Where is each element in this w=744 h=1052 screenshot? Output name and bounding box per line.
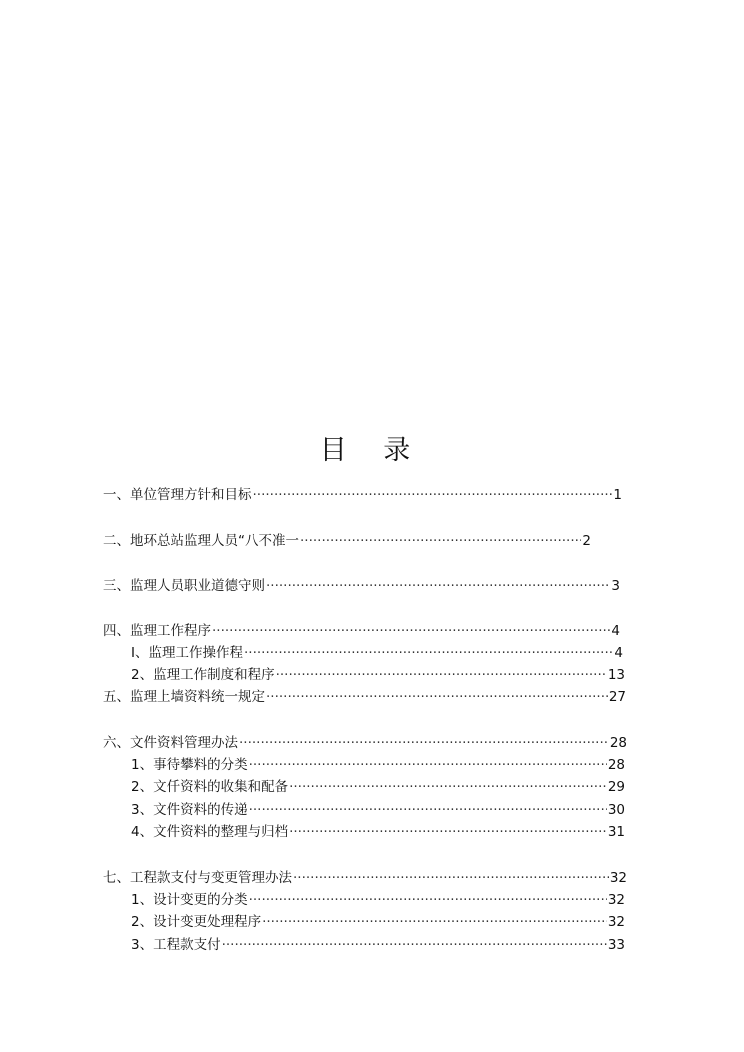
toc-entry-label: 2、文仟资料的收集和配备 [131, 779, 289, 795]
dot-leader [249, 800, 607, 820]
toc-entry-page: 27 [608, 689, 626, 705]
dot-leader [239, 733, 609, 753]
toc-entry[interactable] [131, 643, 623, 663]
dot-leader [289, 822, 607, 842]
toc-entry-page: 1 [613, 487, 622, 503]
dot-leader [289, 777, 607, 797]
toc-entry[interactable] [103, 687, 626, 707]
toc-entry-page: 4 [611, 623, 620, 639]
toc-entry-label: 1、设计变更的分类 [131, 892, 248, 908]
dot-leader [253, 485, 613, 505]
toc-entry-label: 五、监理上墙资料统一规定 [103, 689, 265, 705]
toc-entry[interactable] [131, 822, 625, 842]
toc-entry-label: 1、事待攀料的分类 [131, 757, 248, 773]
toc-entry[interactable] [131, 665, 625, 685]
toc-entry[interactable] [103, 868, 627, 888]
dot-leader [293, 868, 609, 888]
dot-leader [249, 755, 607, 775]
dot-leader [266, 687, 608, 707]
toc-entry[interactable] [131, 777, 625, 797]
toc-entry-page: 30 [607, 802, 625, 818]
toc-entry-page: 29 [607, 779, 625, 795]
toc-entry-label: 六、文件资料管理办法 [103, 735, 238, 751]
toc-entry-label: 4、文件资料的整理与归档 [131, 824, 289, 840]
toc-entry-label: 七、工程款支付与变更管理办法 [103, 870, 292, 886]
toc-entry-page: 31 [607, 824, 625, 840]
dot-leader [249, 890, 607, 910]
toc-entry-page: 32 [607, 892, 625, 908]
toc-entry-page: 28 [609, 735, 627, 751]
toc-entry[interactable] [131, 755, 625, 775]
toc-entry[interactable] [103, 531, 591, 551]
toc-entry[interactable] [103, 621, 620, 641]
toc-entry-label: 3、文件资料的传递 [131, 802, 248, 818]
toc-entry[interactable] [103, 485, 622, 505]
dot-leader [300, 531, 581, 551]
toc-entry-page: 28 [607, 757, 625, 773]
dot-leader [266, 576, 610, 596]
toc-entry-page: 13 [607, 667, 625, 683]
toc-entry[interactable] [103, 576, 620, 596]
toc-entry-page: 32 [607, 914, 625, 930]
toc-entry-label: 四、监理工作程序 [103, 623, 211, 639]
toc-entry[interactable] [131, 800, 625, 820]
toc-entry[interactable] [131, 912, 625, 932]
toc-entry[interactable] [103, 733, 627, 753]
toc-entry-label: 3、工程款支付 [131, 937, 221, 953]
dot-leader [276, 665, 607, 685]
toc-entry-label: I、监理工作操作程 [131, 645, 243, 661]
toc-entry[interactable] [131, 935, 625, 955]
toc-entry-page: 4 [614, 645, 623, 661]
dot-leader [222, 935, 607, 955]
dot-leader [212, 621, 610, 641]
toc-entry-label: 一、单位管理方针和目标 [103, 487, 252, 503]
toc-entry-label: 2、设计变更处理程序 [131, 914, 262, 930]
toc-entry-page: 2 [582, 533, 591, 549]
toc-entry-label: 二、地环总站监理人员“八不准一 [103, 533, 299, 549]
toc-entry-label: 三、监理人员职业道德守则 [103, 578, 265, 594]
toc-entry-page: 3 [611, 578, 620, 594]
dot-leader [244, 643, 613, 663]
toc-entry-page: 33 [607, 937, 625, 953]
toc-entry-label: 2、监理工作制度和程序 [131, 667, 275, 683]
dot-leader [262, 912, 607, 932]
toc-entry[interactable] [131, 890, 625, 910]
page-title: 目 录 [319, 435, 425, 466]
toc-entry-page: 32 [609, 870, 627, 886]
